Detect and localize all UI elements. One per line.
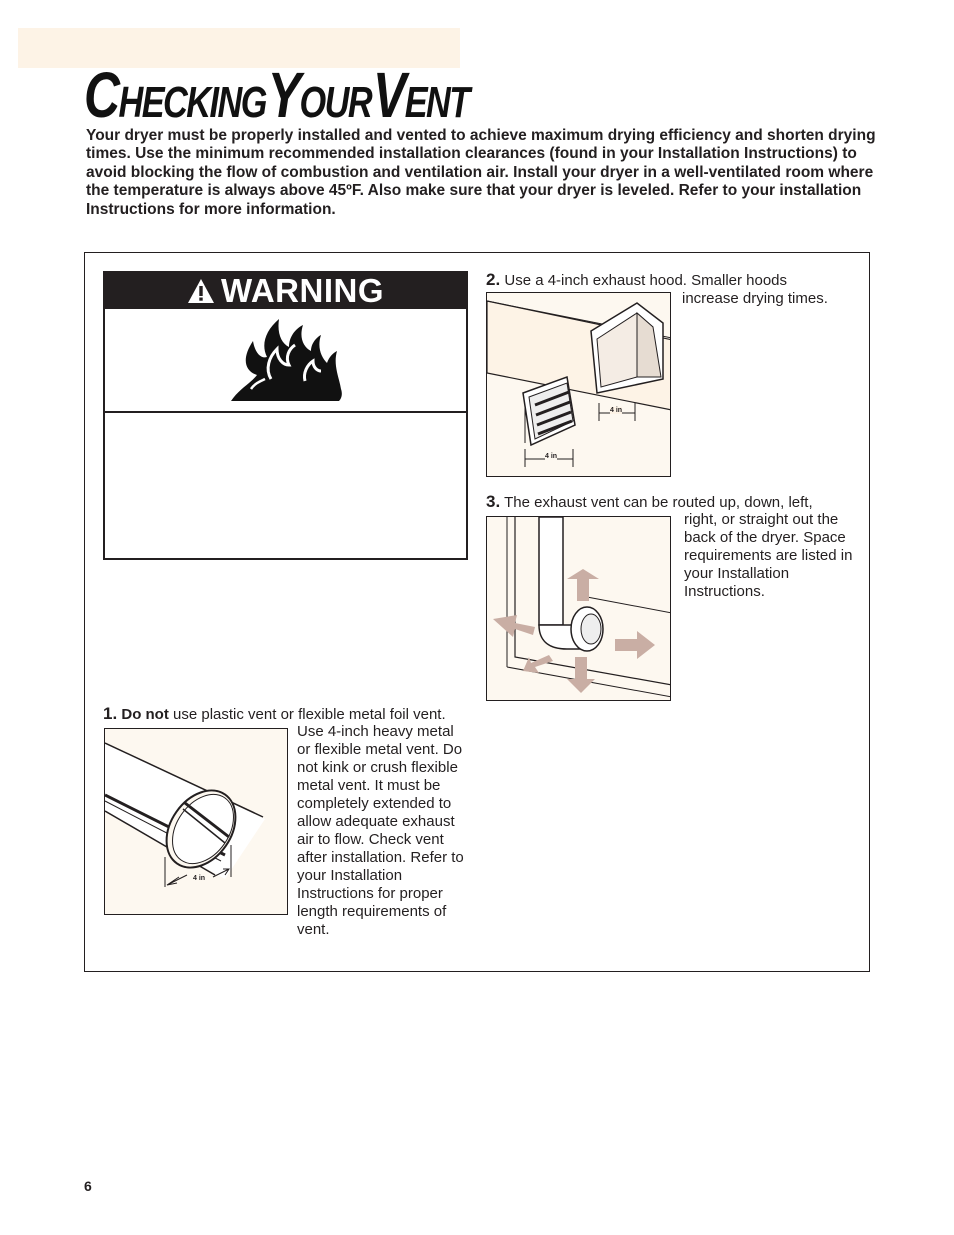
warning-label: WARNING (221, 272, 384, 309)
exhaust-hood (591, 303, 663, 393)
vent-dimension-label: 4 in (545, 453, 558, 460)
warning-text-area (105, 413, 466, 558)
step3-text-cont: right, or straight out the back of the dryer. Space requirements are listed in your Installation Instructions. (684, 511, 853, 600)
step2-text: 2. Use a 4-inch exhaust hood. Smaller hoods (486, 270, 788, 289)
step3-text: 3. The exhaust vent can be routed up, down, left, (486, 492, 813, 511)
pipe-dimension-label: 4 in (193, 875, 206, 882)
hood-dimension-label: 4 in (610, 407, 623, 414)
warning-box (103, 271, 468, 560)
intro-paragraph: Your dryer must be properly installed and vented to achieve maximum drying efficiency and shorten drying times. Use the minimum recommended installation clearances (found in your Installation Instructions) to avoid blocking the flow of combustion and ventilation air. Install your dryer in a well-ventilated room where the temperature is always above 45ºF. Also make sure that your dryer is leveled. Refer to your installation Instructions for more information. (86, 127, 876, 218)
fire-icon (231, 319, 343, 403)
warning-header (105, 273, 466, 309)
louvered-vent (523, 377, 575, 445)
exhaust-hood-figure (486, 292, 671, 477)
warning-symbol-area (105, 309, 466, 413)
step1-body: Use 4-inch heavy metal or flexible metal vent. Do not kink or crush flexible metal vent. It must be completely extended to allow adequate exhaust air to flow. Check vent after installation. Refer to your Installation Instructions for proper length requirements of vent. (297, 723, 464, 938)
metal-vent-figure (104, 728, 288, 915)
page-title: CHECKING YOUR VENT (84, 59, 469, 131)
warning-triangle-icon (187, 277, 215, 305)
page-number: 6 (84, 1178, 92, 1194)
step2-text-cont: increase drying times. (682, 290, 828, 307)
step1-text: 1. Do not use plastic vent or flexible metal foil vent. (103, 704, 446, 723)
vent-routing-figure (486, 516, 671, 701)
vent-pipe (539, 517, 603, 651)
